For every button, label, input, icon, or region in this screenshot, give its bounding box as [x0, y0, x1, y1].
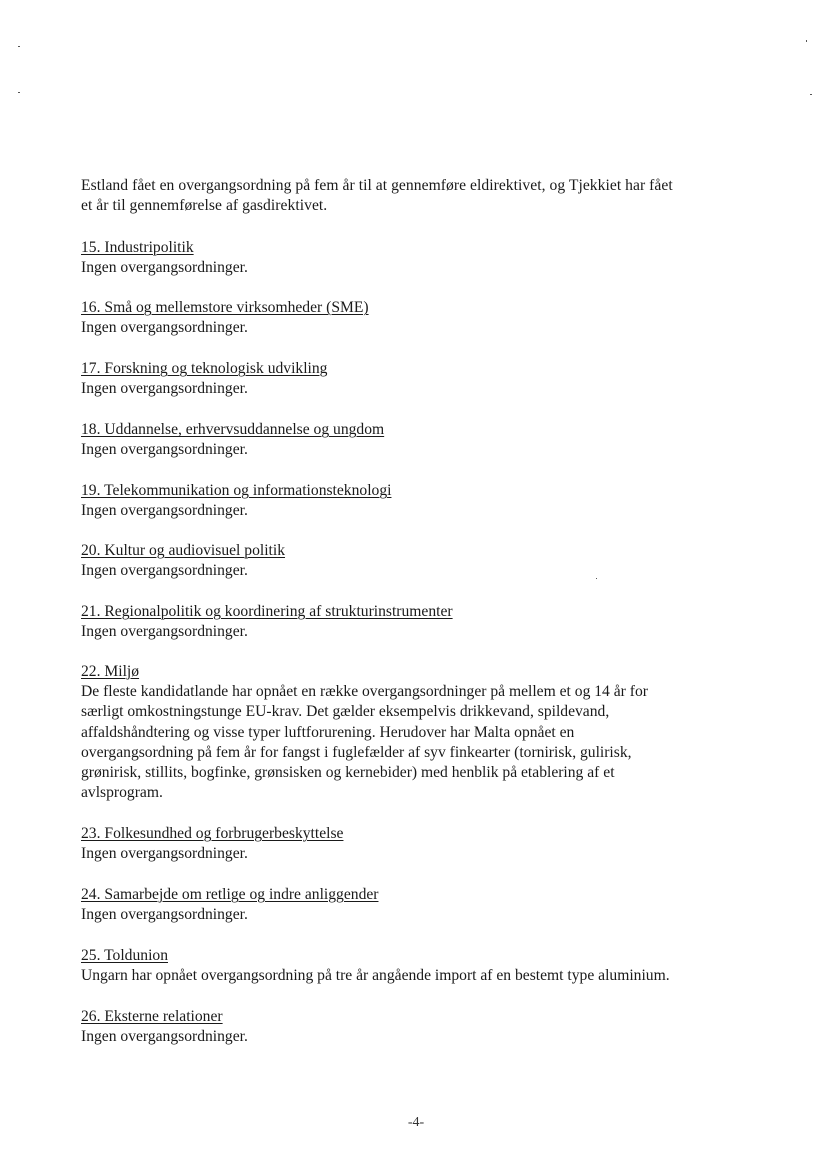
section-body: Ingen overgangsordninger. [81, 380, 248, 398]
intro-line: et år til gennemførelse af gasdirektivet. [81, 197, 328, 215]
section-heading: 21. Regionalpolitik og koordinering af strukturinstrumenter [81, 603, 453, 620]
intro-paragraph [81, 176, 761, 216]
section-body: Ingen overgangsordninger. [81, 906, 248, 924]
section-body-line: avlsprogram. [81, 784, 163, 802]
scan-speck [806, 40, 807, 42]
section-body: Ingen overgangsordninger. [81, 441, 248, 459]
section-19 [81, 481, 761, 521]
section-heading: 24. Samarbejde om retlige og indre anliggender [81, 886, 379, 903]
scan-speck [18, 92, 20, 93]
section-23 [81, 824, 761, 864]
section-heading: 26. Eksterne relationer [81, 1008, 223, 1025]
section-heading: 17. Forskning og teknologisk udvikling [81, 360, 328, 377]
section-body-line: særligt omkostningstunge EU-krav. Det gælder eksempelvis drikkevand, spildevand, [81, 703, 610, 721]
section-body: Ingen overgangsordninger. [81, 845, 248, 863]
section-body: Ingen overgangsordninger. [81, 623, 248, 641]
page-number: -4- [407, 1115, 425, 1130]
section-body-line: De fleste kandidatlande har opnået en række overgangsordninger på mellem et og 14 år for [81, 683, 648, 701]
section-body: Ingen overgangsordninger. [81, 502, 248, 520]
section-25 [81, 946, 761, 986]
section-body: Ingen overgangsordninger. [81, 1028, 248, 1046]
section-17 [81, 359, 761, 399]
section-body: Ingen overgangsordninger. [81, 319, 248, 337]
intro-line: Estland fået en overgangsordning på fem år til at gennemføre eldirektivet, og Tjekkiet har fået [81, 177, 673, 194]
section-heading: 15. Industripolitik [81, 239, 194, 256]
section-heading: 19. Telekommunikation og informationsteknologi [81, 482, 392, 499]
section-18 [81, 420, 761, 460]
section-heading: 20. Kultur og audiovisuel politik [81, 542, 286, 559]
section-26 [81, 1007, 761, 1047]
section-22 [81, 662, 761, 803]
section-21 [81, 602, 761, 642]
section-24 [81, 885, 761, 925]
scan-speck [18, 46, 20, 47]
section-16 [81, 298, 761, 338]
section-body: Ingen overgangsordninger. [81, 259, 248, 277]
section-heading: 22. Miljø [81, 663, 140, 680]
section-heading: 25. Toldunion [81, 947, 168, 964]
section-15 [81, 238, 761, 278]
scan-speck [810, 94, 812, 95]
section-20 [81, 541, 761, 581]
section-heading: 23. Folkesundhed og forbrugerbeskyttelse [81, 825, 344, 842]
section-body: Ungarn har opnået overgangsordning på tre år angående import af en bestemt type aluminium. [81, 967, 670, 985]
section-heading: 16. Små og mellemstore virksomheder (SME) [81, 299, 369, 316]
section-body-line: overgangsordning på fem år for fangst i fuglefælder af syv finkearter (tornirisk, gulirisk, [81, 743, 632, 761]
section-body: Ingen overgangsordninger. [81, 562, 248, 580]
section-body-line: affaldshåndtering og visse typer luftforurening. Herudover har Malta opnået en [81, 723, 575, 741]
section-heading: 18. Uddannelse, erhvervsuddannelse og ungdom [81, 421, 385, 438]
section-body-line: grønirisk, stillits, bogfinke, grønsisken og kernebider) med henblik på etablering af et [81, 764, 615, 782]
